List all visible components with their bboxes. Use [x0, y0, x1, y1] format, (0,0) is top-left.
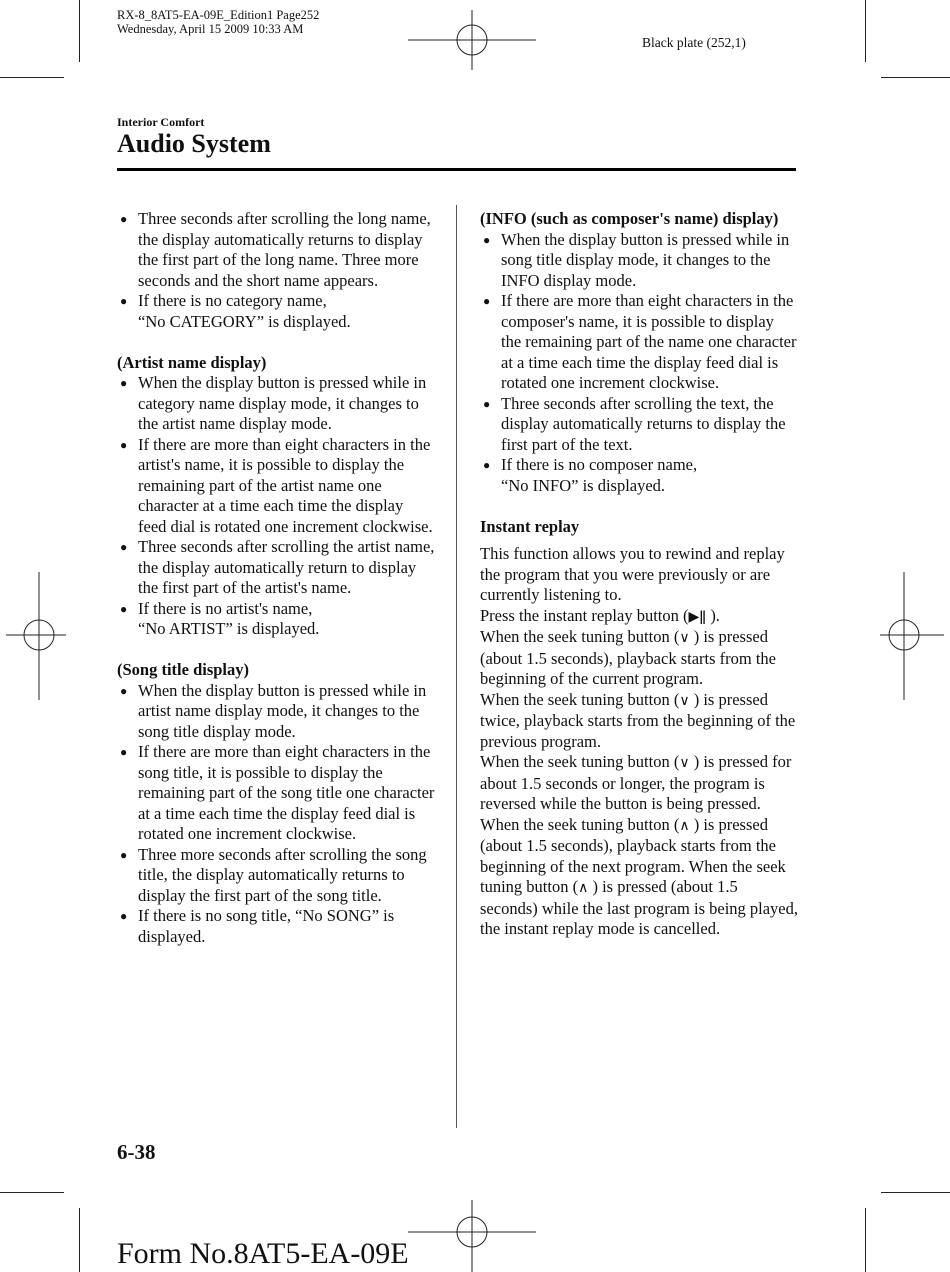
replay-paragraph: This function allows you to rewind and replay the program that you were previously or are currently listening to.	[480, 544, 785, 604]
intro-bullet-list	[117, 209, 435, 332]
plate-info: Black plate (252,1)	[642, 35, 746, 50]
crop-mark	[79, 0, 80, 62]
crop-mark	[0, 1192, 64, 1193]
list-item: ● Three more seconds after scrolling the song title, the display automatically returns to display the first part of the song title.	[120, 844, 427, 905]
list-item: ● If there are more than eight characters in the song title, it is possible to display the remaining part of the song title one character at a time each time the display feed dial is rotated one increment clockwise.	[120, 742, 435, 843]
crop-mark	[0, 77, 64, 78]
registration-mark-right	[880, 572, 944, 700]
artist-heading: (Artist name display)	[117, 352, 267, 372]
replay-paragraph: Press the instant replay button (▶ǁ ).	[480, 605, 720, 625]
registration-mark-left	[6, 572, 66, 700]
list-item: ● When the display button is pressed while in category name display mode, it changes to the artist name display mode.	[120, 373, 427, 433]
column-divider	[456, 205, 457, 1128]
song-bullet-list	[117, 681, 435, 948]
replay-paragraph: When the seek tuning button (∨ ) is pressed for about 1.5 seconds or longer, the program is reversed while the button is being pressed.	[480, 752, 792, 813]
instant-replay-heading: Instant replay	[480, 516, 580, 536]
list-item: ● If there is no artist's name, “No ARTIST” is displayed.	[120, 598, 320, 638]
chevron-up-icon: ∧	[578, 880, 589, 896]
list-item: ● When the display button is pressed while in song title display mode, it changes to the INFO display mode.	[483, 229, 790, 290]
form-number: Form No.8AT5-EA-09E	[117, 1237, 409, 1270]
info-heading: (INFO (such as composer's name) display)	[480, 209, 779, 228]
info-bullet-list	[480, 230, 798, 497]
registration-mark-top	[408, 10, 536, 70]
list-item: ● If there are more than eight characters in the artist's name, it is possible to display the remaining part of the artist name one character at a time each time the display feed dial is rotated one increment clockwise.	[120, 434, 433, 536]
crop-mark	[881, 77, 950, 78]
page-title: Audio System	[117, 129, 271, 158]
list-item: ● Three seconds after scrolling the artist name, the display automatically return to display the first part of the artist's name.	[120, 537, 435, 597]
print-job-date: Wednesday, April 15 2009 10:33 AM	[117, 22, 304, 36]
chevron-down-icon: ∨	[679, 755, 690, 771]
crop-mark	[79, 1208, 80, 1272]
replay-paragraph: When the seek tuning button (∨ ) is pressed (about 1.5 seconds), playback starts from the beginning of the current program.	[480, 627, 777, 688]
list-item: ● When the display button is pressed while in artist name display mode, it changes to the song title display mode.	[120, 680, 427, 741]
artist-bullet-list	[117, 373, 435, 640]
chevron-down-icon: ∨	[679, 630, 690, 646]
list-item: ● If there is no song title, “No SONG” is displayed.	[120, 906, 395, 946]
list-item: ● Three seconds after scrolling the text, the display automatically returns to display the first part of the text.	[483, 393, 786, 454]
page-number: 6-38	[117, 1140, 156, 1164]
registration-mark-bottom	[408, 1200, 536, 1272]
replay-paragraph: When the seek tuning button (∨ ) is pressed twice, playback starts from the beginning of the previous program.	[480, 689, 796, 751]
chevron-down-icon: ∨	[679, 692, 690, 709]
left-column	[117, 209, 435, 947]
right-column	[480, 209, 798, 940]
song-heading: (Song title display)	[117, 660, 250, 679]
list-item: ● If there is no category name, “No CATEGORY” is displayed.	[120, 291, 351, 331]
list-item: ● If there is no composer name, “No INFO” is displayed.	[483, 455, 698, 495]
title-rule	[117, 168, 796, 171]
crop-mark	[865, 1208, 866, 1272]
print-job-info	[117, 8, 319, 36]
list-item: ● Three seconds after scrolling the long name, the display automatically returns to display the first part of the long name. Three more seconds and the short name appears.	[120, 209, 431, 290]
replay-paragraph: When the seek tuning button (∧ ) is pressed (about 1.5 seconds), playback starts from the beginning of the next program. When the seek tuning button (∧ ) is pressed (about 1.5 seconds) while the last program is being played, the instant replay mode is cancelled.	[480, 814, 799, 938]
crop-mark	[881, 1192, 950, 1193]
chevron-up-icon: ∧	[679, 817, 690, 834]
play-pause-icon: ▶ǁ	[688, 608, 707, 625]
crop-mark	[865, 0, 866, 62]
section-label: Interior Comfort	[117, 115, 205, 129]
list-item: ● If there are more than eight characters in the composer's name, it is possible to display the remaining part of the name one character at a time each time the display feed dial is rotated one increment clockwise.	[483, 291, 797, 392]
print-job-line: RX-8_8AT5-EA-09E_Edition1 Page252	[117, 8, 320, 22]
